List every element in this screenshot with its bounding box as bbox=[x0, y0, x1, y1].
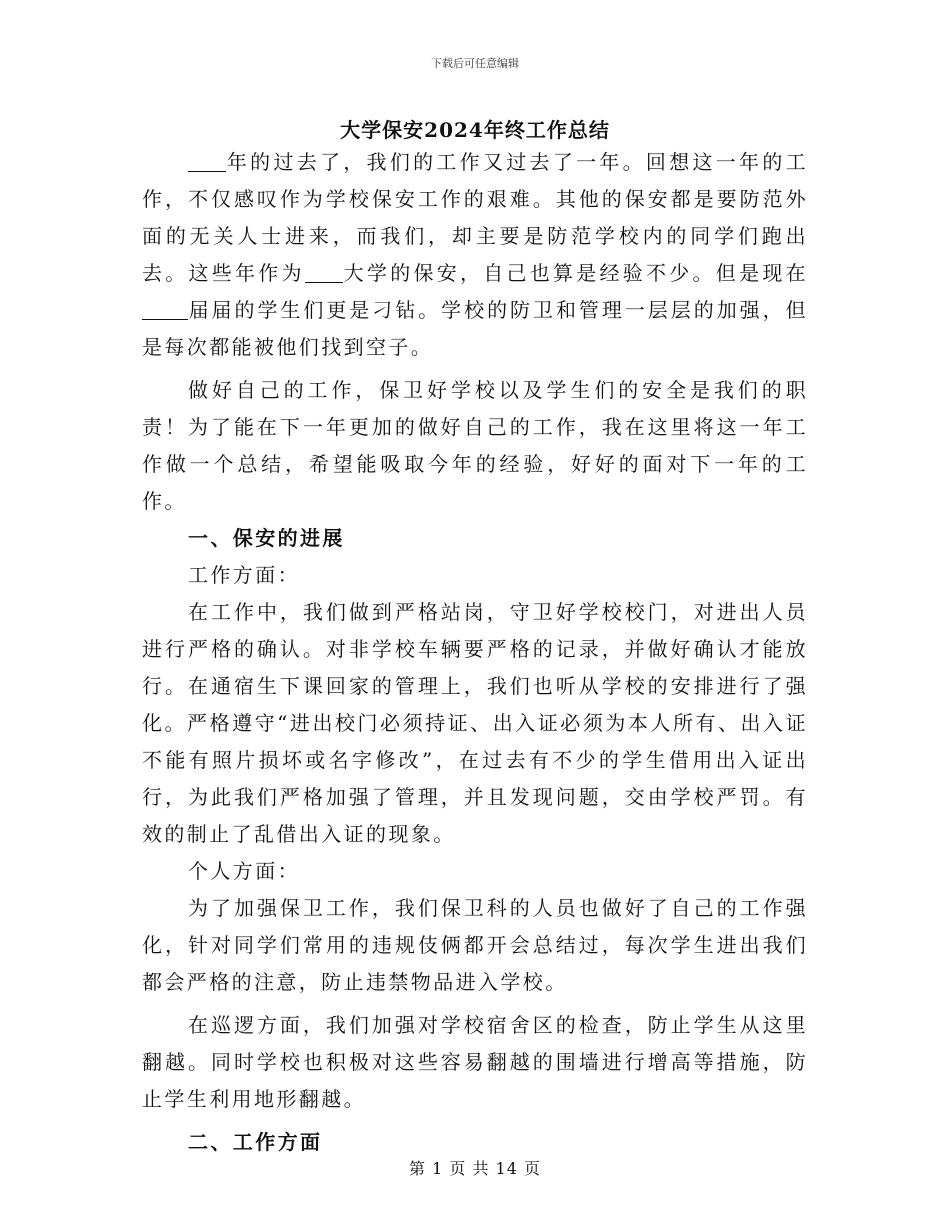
subheading-personal: 个人方面： bbox=[188, 859, 300, 883]
page-footer: 第 1 页 共 14 页 bbox=[409, 1159, 541, 1178]
fill-blank bbox=[188, 151, 226, 172]
subheading-work: 工作方面： bbox=[188, 563, 300, 587]
paragraph-text: 届届的学生们更是刁钻。学校的防卫和管理一层层的加强，但是每次都能被他们找到空子。 bbox=[142, 298, 808, 359]
header-note: 下载后可任意编辑 bbox=[431, 57, 519, 70]
paragraph-text: 年的过去了，我们的工作又过去了一年。回想这一年的工作，不仅感叹作为学校保安工作的艰难。其他的保安都是要防范外面的无关人士进来，而我们，却主要是防范学校内的同学们跑出去。这些年作为 bbox=[142, 150, 808, 285]
document-title: 大学保安2024年终工作总结 bbox=[340, 118, 610, 142]
section-heading-2: 二、工作方面 bbox=[188, 1130, 323, 1154]
fill-blank bbox=[305, 262, 343, 283]
paragraph-personal: 为了加强保卫工作，我们保卫科的人员也做好了自己的工作强化，针对同学们常用的违规伎俩都开会总结过，每次学生进出我们都会严格的注意，防止违禁物品进入学校。 bbox=[142, 896, 808, 994]
document-body bbox=[142, 144, 808, 1161]
paragraph-patrol: 在巡逻方面，我们加强对学校宿舍区的检查，防止学生从这里翻越。同时学校也积极对这些容易翻越的围墙进行增高等措施，防止学生利用地形翻越。 bbox=[142, 1013, 808, 1111]
paragraph-work: 在工作中，我们做到严格站岗，守卫好学校校门，对进出人员进行严格的确认。对非学校车辆要严格的记录，并做好确认才能放行。在通宿生下课回家的管理上，我们也听从学校的安排进行了强化。严格遵守“进出校门必须持证、出入证必须为本人所有、出入证不能有照片损坏或名字修改”，在过去有不少的学生借用出入证出行，为此我们严格加强了管理，并且发现问题，交由学校严罚。有效的制止了乱借出入证的现象。 bbox=[142, 600, 808, 846]
paragraph-intro bbox=[142, 144, 808, 366]
fill-blank bbox=[142, 299, 188, 320]
paragraph-text: 大学的保安，自己也算是经验不少。但是现在 bbox=[342, 261, 808, 285]
paragraph-duty: 做好自己的工作，保卫好学校以及学生们的安全是我们的职责！为了能在下一年更加的做好自己的工作，我在这里将这一年工作做一个总结，希望能吸取今年的经验，好好的面对下一年的工作。 bbox=[142, 378, 808, 513]
section-heading-1: 一、保安的进展 bbox=[188, 526, 345, 550]
